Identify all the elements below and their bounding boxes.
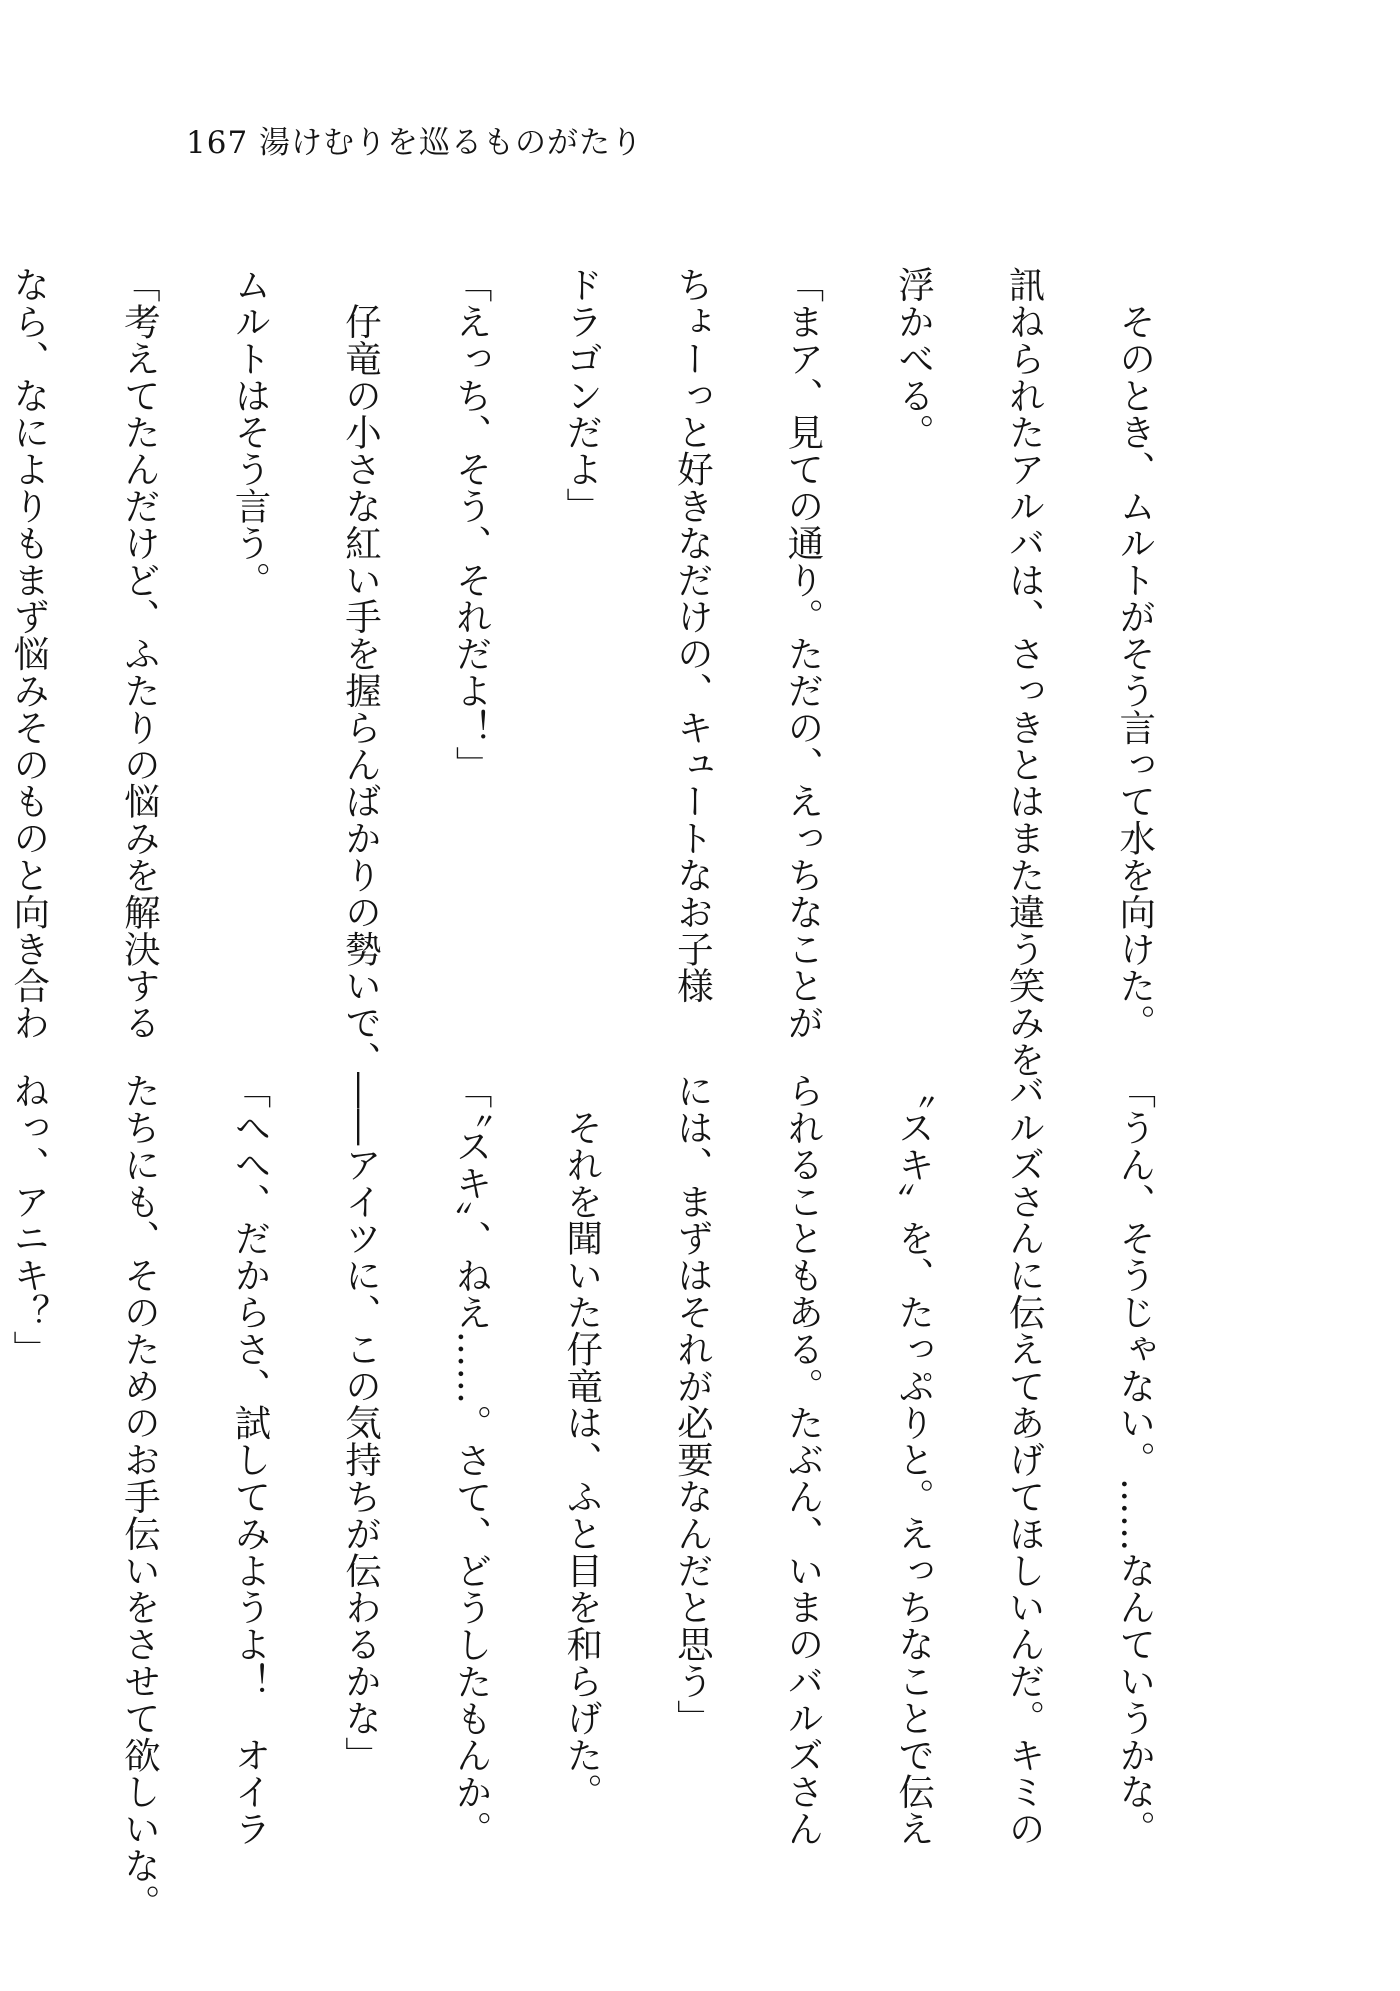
text-line: 「〝スキ〟、ねえ……。さて、どうしたもんか。: [450, 1072, 494, 1848]
text-line: 浮かべる。: [892, 266, 936, 451]
running-head: [186, 125, 644, 161]
text-line: 訊ねられたアルバは、さっきとはまた違う笑みを: [1003, 266, 1047, 1078]
body-text-lower-block: [0, 1048, 1218, 1921]
text-line: には、まずはそれが必要なんだと思う」: [671, 1072, 715, 1737]
text-line: 「うん、そうじゃない。……なんていうかな。: [1113, 1072, 1157, 1847]
text-line: 〝スキ〟を、たっぷりと。えっちなことで伝え: [892, 1072, 936, 1847]
text-line: 「へへ、だからさ、試してみようよ！ オイラ: [228, 1072, 272, 1847]
text-line: 「えっち、そう、それだよ！」: [450, 266, 494, 783]
text-line: そのとき、ムルトがそう言って水を向けた。: [1113, 266, 1157, 1041]
text-line: ――アイツに、この気持ちが伝わるかな」: [339, 1072, 383, 1774]
page-number: 167: [186, 125, 249, 161]
text-line: られることもある。たぶん、いまのバルズさん: [781, 1072, 825, 1847]
text-line: ちょーっと好きなだけの、キュートなお子様: [671, 266, 715, 1005]
text-line: たちにも、そのためのお手伝いをさせて欲しいな。: [118, 1072, 162, 1921]
text-line: 「まア、見ての通り。ただの、えっちなことが: [781, 266, 825, 1041]
running-title: 湯けむりを巡るものがたり: [259, 125, 644, 161]
text-line: 「考えてたんだけど、ふたりの悩みを解決する: [118, 266, 162, 1041]
text-line: ねっ、アニキ？」: [7, 1072, 51, 1368]
text-line: バルズさんに伝えてあげてほしいんだ。キミの: [1003, 1072, 1047, 1847]
text-line: それを聞いた仔竜は、ふと目を和らげた。: [560, 1072, 604, 1811]
text-line: なら、なによりもまず悩みそのものと向き合わ: [7, 266, 51, 1041]
text-line: ドラゴンだよ」: [560, 266, 604, 525]
body-text-upper-block: [0, 242, 1218, 1078]
text-line: ムルトはそう言う。: [228, 266, 272, 599]
text-line: 仔竜の小さな紅い手を握らんばかりの勢いで、: [339, 266, 383, 1078]
